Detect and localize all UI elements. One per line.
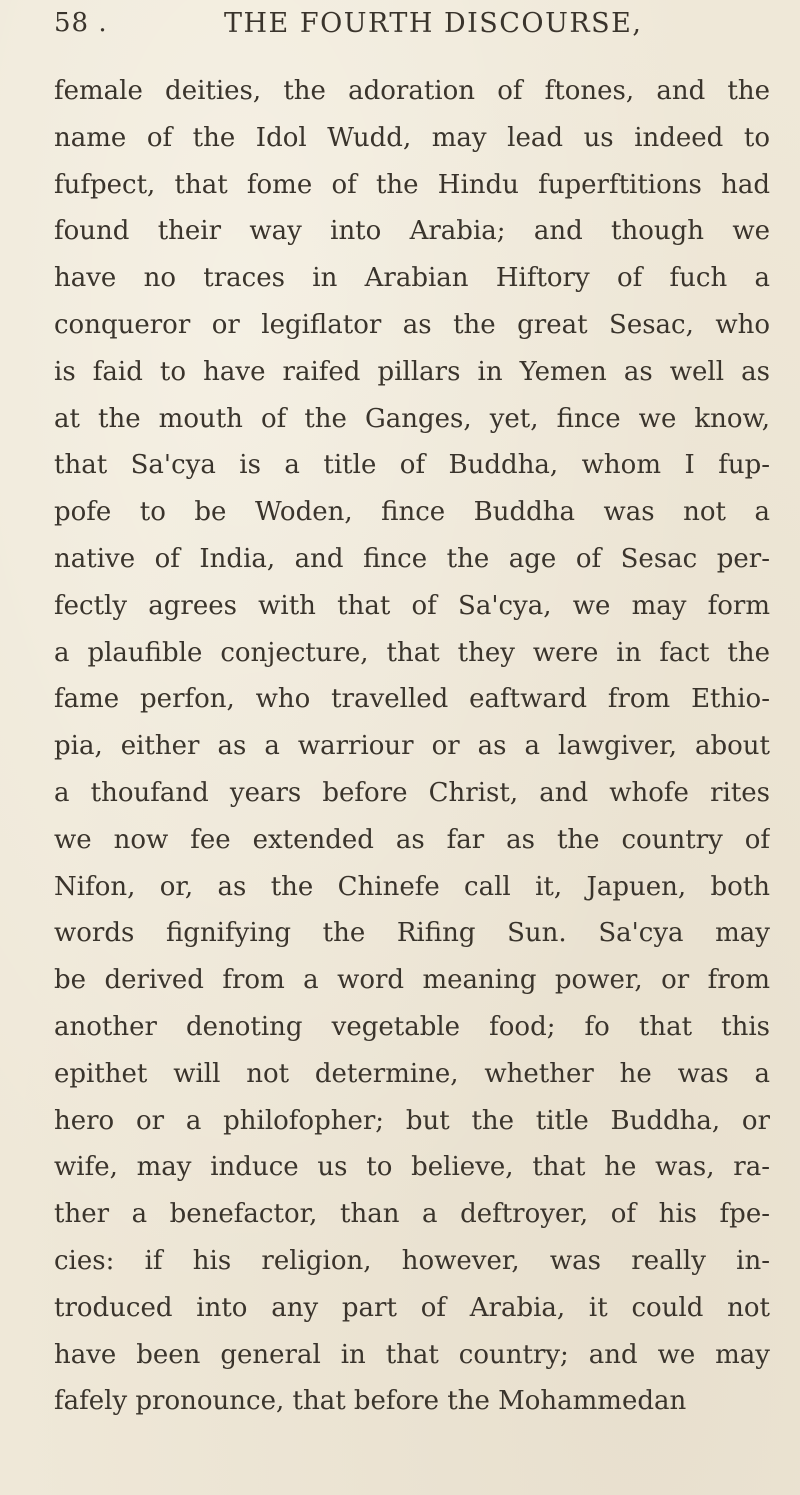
- text-line: we now fee extended as far as the country of: [54, 824, 770, 855]
- text-line: fafely pronounce, that before the Mohammedan: [54, 1386, 687, 1417]
- text-line: that Sa'cya is a title of Buddha, whom I fup-: [54, 450, 770, 481]
- text-line: fame perfon, who travelled eaftward from Ethio-: [54, 684, 770, 715]
- text-line: epithet will not determine, whether he was a: [54, 1058, 770, 1089]
- text-line: found their way into Arabia; and though we: [54, 216, 770, 247]
- text-line: pofe to be Woden, fince Buddha was not a: [54, 497, 770, 528]
- text-line: fectly agrees with that of Sa'cya, we may form: [54, 590, 770, 621]
- text-line: native of India, and fince the age of Sesac per-: [54, 543, 770, 574]
- text-line: a plaufible conjecture, that they were in fact the: [54, 637, 770, 668]
- text-line: wife, may induce us to believe, that he was, ra-: [54, 1152, 770, 1183]
- page-header: [54, 8, 754, 48]
- text-line: hero or a philofopher; but the title Buddha, or: [54, 1105, 770, 1136]
- text-line: have no traces in Arabian Hiftory of fuch a: [54, 263, 770, 294]
- text-line: pia, either as a warriour or as a lawgiver, about: [54, 731, 770, 762]
- page-number: 58 .: [54, 8, 108, 38]
- text-line: a thoufand years before Christ, and whofe rites: [54, 777, 770, 808]
- text-line: name of the Idol Wudd, may lead us indeed to: [54, 122, 770, 153]
- body-text: [54, 68, 770, 1425]
- text-line: fufpect, that fome of the Hindu fuperftitions had: [54, 169, 770, 200]
- text-line: words fignifying the Rifing Sun. Sa'cya may: [54, 918, 770, 949]
- text-line: ther a benefactor, than a deftroyer, of his fpe-: [54, 1199, 770, 1230]
- text-line: have been general in that country; and we may: [54, 1339, 770, 1370]
- text-line: at the mouth of the Ganges, yet, fince we know,: [54, 403, 770, 434]
- text-line: troduced into any part of Arabia, it could not: [54, 1292, 770, 1323]
- text-line: conqueror or legiflator as the great Sesac, who: [54, 309, 770, 340]
- text-line: female deities, the adoration of ftones, and the: [54, 76, 770, 106]
- text-line: cies: if his religion, however, was really in-: [54, 1245, 770, 1276]
- text-line: is faid to have raifed pillars in Yemen as well as: [54, 356, 770, 387]
- text-line: another denoting vegetable food; fo that this: [54, 1011, 770, 1042]
- running-title: THE FOURTH DISCOURSE,: [224, 8, 643, 39]
- text-line: be derived from a word meaning power, or from: [54, 965, 770, 996]
- text-line: Nifon, or, as the Chinefe call it, Japuen, both: [54, 871, 770, 902]
